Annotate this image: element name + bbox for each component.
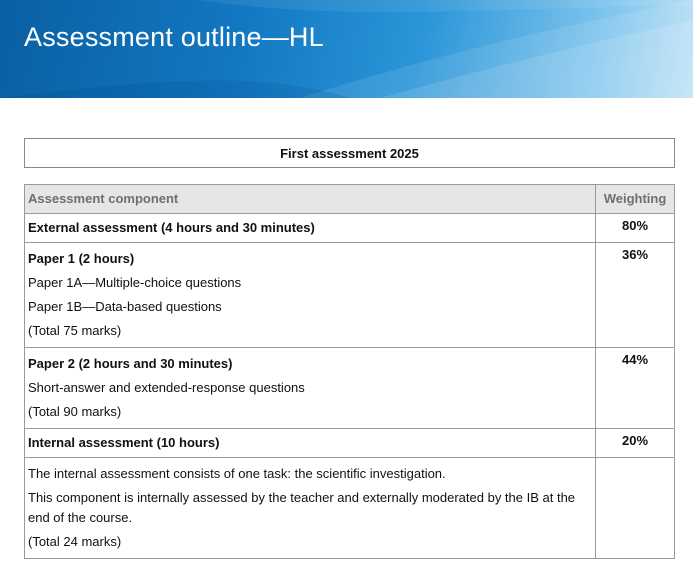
internal-description-cell <box>25 458 596 559</box>
internal-assessment-label: Internal assessment (10 hours) <box>28 435 220 450</box>
first-assessment-box <box>24 138 675 168</box>
header-assessment-component: Assessment component <box>25 185 596 214</box>
internal-assessment-cell <box>25 429 596 458</box>
paper2-weight: 44% <box>596 348 675 429</box>
header-banner <box>0 0 693 98</box>
internal-desc-line-moderation: This component is internally assessed by the teacher and externally moderated by the IB at the end of the course. <box>28 490 576 525</box>
table-row-external <box>25 214 675 243</box>
first-assessment-label: First assessment 2025 <box>280 145 419 161</box>
paper1-line-1a: Paper 1A—Multiple-choice questions <box>28 275 242 290</box>
paper2-total-marks: (Total 90 marks) <box>28 404 122 419</box>
external-assessment-cell <box>25 214 596 243</box>
header-weighting: Weighting <box>596 185 675 214</box>
internal-total-marks: (Total 24 marks) <box>28 534 122 549</box>
internal-desc-line-task: The internal assessment consists of one task: the scientific investigation. <box>28 466 446 481</box>
table-row-paper2 <box>25 348 675 429</box>
assessment-outline-table <box>24 184 675 559</box>
table-row-internal <box>25 429 675 458</box>
paper2-label: Paper 2 (2 hours and 30 minutes) <box>28 356 233 371</box>
paper2-line-questions: Short-answer and extended-response questions <box>28 380 305 395</box>
table-row-internal-description <box>25 458 675 559</box>
paper1-cell <box>25 243 596 348</box>
paper1-line-1b: Paper 1B—Data-based questions <box>28 299 222 314</box>
internal-assessment-weight: 20% <box>596 429 675 458</box>
paper2-cell <box>25 348 596 429</box>
external-assessment-label: External assessment (4 hours and 30 minutes) <box>28 220 315 235</box>
internal-description-weight-cell <box>596 458 675 559</box>
table-header-row <box>25 185 675 214</box>
paper1-label: Paper 1 (2 hours) <box>28 251 135 266</box>
page-title: Assessment outline—HL <box>24 22 324 52</box>
paper1-total-marks: (Total 75 marks) <box>28 323 122 338</box>
table-row-paper1 <box>25 243 675 348</box>
paper1-weight: 36% <box>596 243 675 348</box>
external-assessment-weight: 80% <box>596 214 675 243</box>
